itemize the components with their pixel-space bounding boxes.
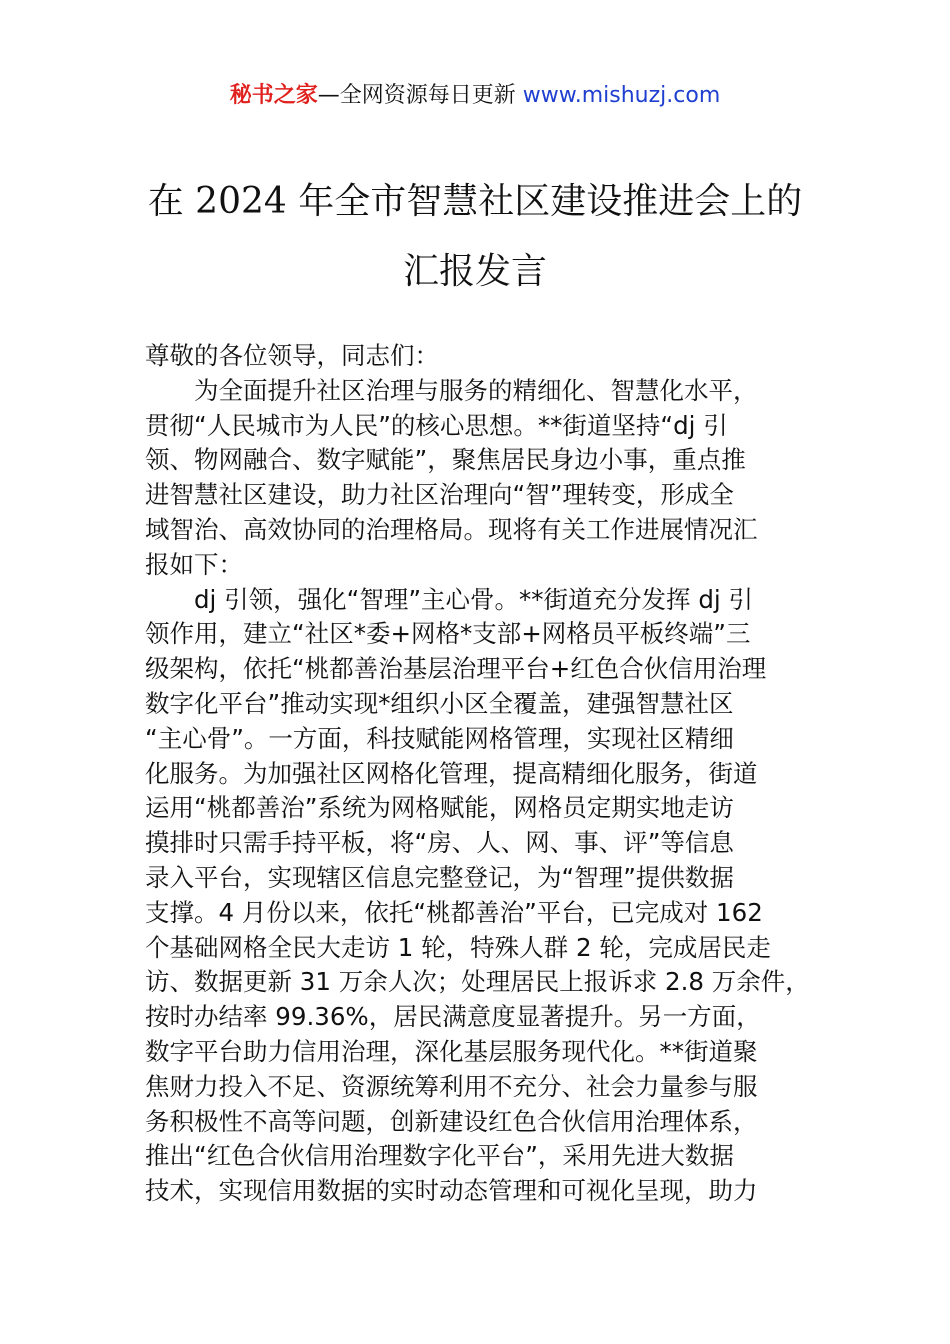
body-line: 焦财力投入不足、资源统筹利用不充分、社会力量参与服 (145, 1071, 758, 1101)
site-url-link[interactable]: www.mishuzj.com (522, 83, 721, 108)
document-title-line-2: 汇报发言 (402, 251, 547, 292)
body-line: 数字平台助力信用治理，深化基层服务现代化。**街道聚 (145, 1036, 758, 1066)
body-line: 域智治、高效协同的治理格局。现将有关工作进展情况汇 (145, 514, 758, 544)
body-line: 访、数据更新 31 万余人次；处理居民上报诉求 2.8 万余件， (145, 967, 810, 997)
body-line: 务积极性不高等问题，创新建设红色合伙信用治理体系， (145, 1106, 758, 1136)
site-header (0, 80, 950, 112)
body-line: 领作用，建立“社区*委+网格*支部+网格员平板终端”三 (145, 619, 751, 649)
body-line: 报如下： (145, 549, 243, 579)
body-line: dj 引领，强化“智理”主心骨。**街道充分发挥 dj 引 (145, 584, 753, 614)
body-line: 级架构，依托“桃都善治基层治理平台+红色合伙信用治理 (145, 654, 767, 684)
body-line: 进智慧社区建设，助力社区治理向“智”理转变，形成全 (145, 480, 734, 510)
body-line: 个基础网格全民大走访 1 轮，特殊人群 2 轮，完成居民走 (145, 932, 771, 962)
body-line: 尊敬的各位领导，同志们： (145, 341, 439, 370)
document-body (145, 339, 810, 1209)
site-brand: 秘书之家 (229, 83, 318, 108)
body-line: 贯彻“人民城市为人民”的核心思想。**街道坚持“dj 引 (145, 410, 728, 440)
body-line: 按时办结率 99.36%，居民满意度显著提升。另一方面， (145, 1002, 761, 1032)
body-line: 推出“红色合伙信用治理数字化平台”，采用先进大数据 (145, 1141, 734, 1171)
document-title-line-1: 在 2024 年全市智慧社区建设推进会上的 (147, 181, 803, 222)
body-line: 摸排时只需手持平板，将“房、人、网、事、评”等信息 (145, 828, 734, 858)
body-line: 为全面提升社区治理与服务的精细化、智慧化水平， (145, 375, 758, 405)
body-line: 运用“桃都善治”系统为网格赋能，网格员定期实地走访 (145, 793, 734, 823)
body-line: 技术，实现信用数据的实时动态管理和可视化呈现，助力 (145, 1176, 758, 1206)
body-line: 录入平台，实现辖区信息完整登记，为“智理”提供数据 (145, 862, 734, 892)
body-line: “主心骨”。一方面，科技赋能网格管理，实现社区精细 (145, 723, 734, 753)
body-line: 化服务。为加强社区网格化管理，提高精细化服务，街道 (145, 758, 758, 788)
body-line: 领、物网融合、数字赋能”，聚焦居民身边小事，重点推 (145, 445, 746, 475)
body-line: 支撑。4 月份以来，依托“桃都善治”平台，已完成对 162 (145, 897, 763, 927)
site-tagline: —全网资源每日更新 (317, 83, 523, 108)
body-line: 数字化平台”推动实现*组织小区全覆盖，建强智慧社区 (145, 688, 734, 718)
